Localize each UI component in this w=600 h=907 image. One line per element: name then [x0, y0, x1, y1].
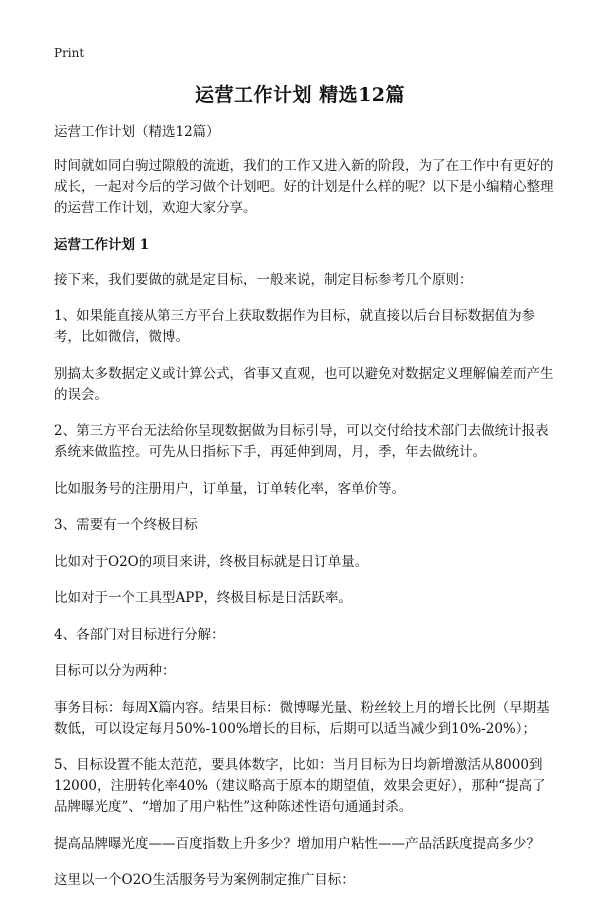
- body-paragraph: 3、需要有一个终极目标: [54, 517, 198, 533]
- body-paragraph: 接下来，我们要做的就是定目标，一般来说，制定目标参考几个原则：: [54, 271, 473, 288]
- body-paragraph: 4、各部门对目标进行分解：: [54, 626, 225, 643]
- section-heading: 运营工作计划 1: [54, 236, 150, 253]
- body-paragraph: 提高品牌曝光度——百度指数上升多少？增加用户粘性——产品活跃度提高多少？: [54, 835, 540, 852]
- document-subtitle: 运营工作计划（精选12篇）: [54, 124, 220, 140]
- body-paragraph: 比如对于O2O的项目来讲，终极目标就是日订单量。: [54, 553, 369, 570]
- body-paragraph: 比如服务号的注册用户，订单量，订单转化率，客单价等。: [54, 480, 405, 497]
- body-paragraph: 别搞太多数据定义或计算公式，省事又直观，也可以避免对数据定义理解偏差而产生的误会。: [54, 365, 554, 403]
- body-paragraph: 事务目标：每周X篇内容。结果目标：微博曝光量、粉丝较上月的增长比例（早期基数低，可以设定每月50%-100%增长的目标，后期可以适当减少到10%-20%）；: [54, 699, 550, 737]
- document-title: 运营工作计划 精选12篇: [194, 84, 406, 106]
- document-body: [54, 122, 554, 907]
- body-paragraph: 2、第三方平台无法给你呈现数据做为目标引导，可以交付给技术部门去做统计报表系统来做监控。可先从日指标下手，再延伸到周，月，季，年去做统计。: [54, 423, 549, 460]
- print-link[interactable]: Print: [54, 46, 85, 60]
- intro-paragraph: 时间就如同白驹过隙般的流逝，我们的工作又进入新的阶段，为了在工作中有更好的成长，一起对今后的学习做个计划吧。好的计划是什么样的呢？以下是小编精心整理的运营工作计划，欢迎大家分享。: [54, 158, 554, 216]
- body-paragraph: 目标可以分为两种：: [54, 663, 176, 679]
- body-paragraph: 这里以一个O2O生活服务号为案例制定推广目标：: [54, 872, 355, 888]
- body-paragraph: 1、如果能直接从第三方平台上获取数据作为目标，就直接以后台目标数据值为参考，比如微信，微博。: [54, 308, 536, 345]
- body-paragraph: 比如对于一个工具型APP，终极目标是日活跃率。: [54, 590, 352, 606]
- body-paragraph: 5、目标设置不能太范范，要具体数字，比如：当月目标为日均新增激活从8000到12000，注册转化率40%（建议略高于原本的期望值，效果会更好），那种“提高了品牌曝光度”、“增加了用户粘性”这种陈述性语句通通封杀。: [54, 757, 546, 815]
